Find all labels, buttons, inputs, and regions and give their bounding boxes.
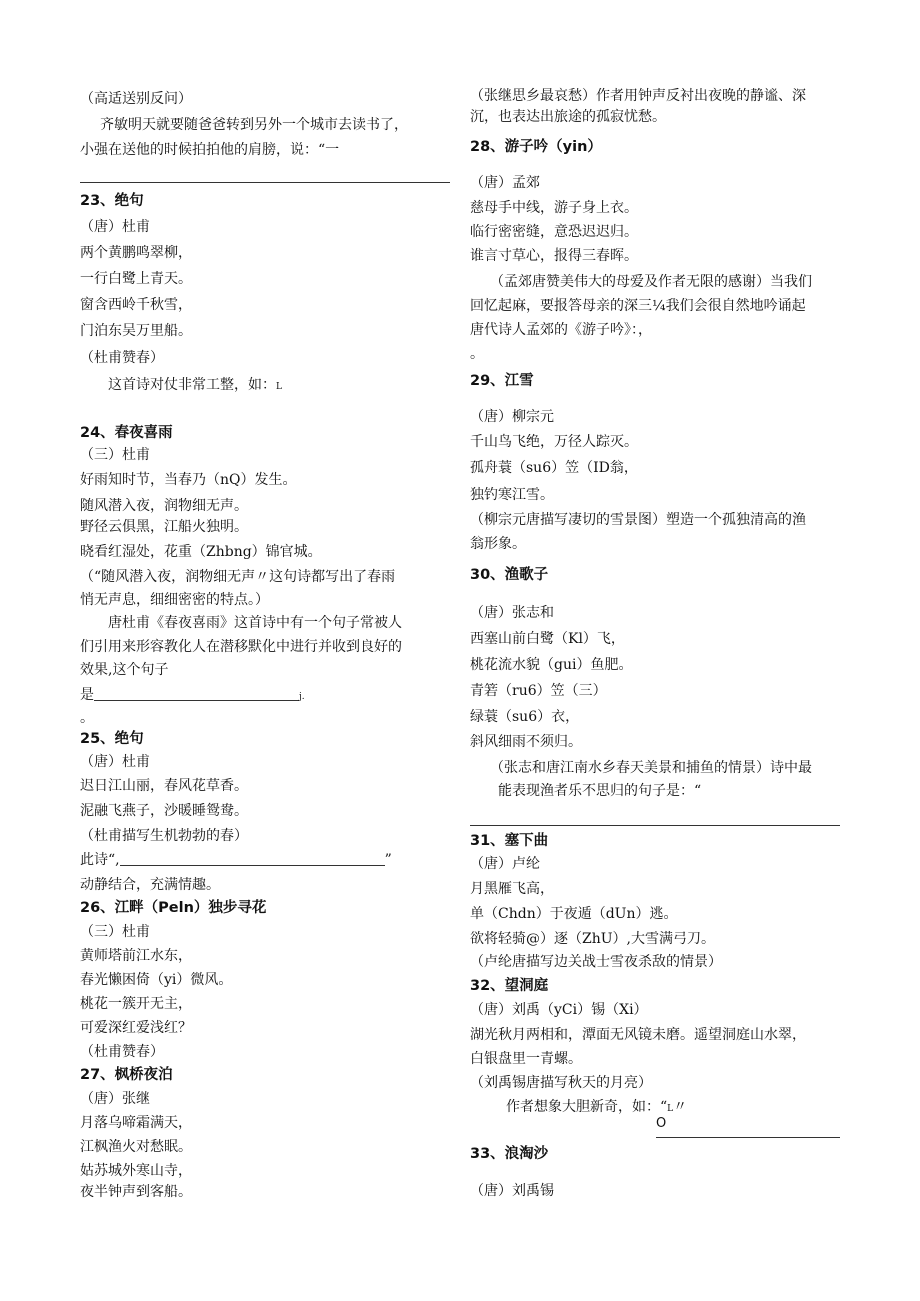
poem-note: （孟郊唐赞美伟大的母爱及作者无限的感谢）当我们 [490, 274, 812, 290]
question-text: 唐杜甫《春夜喜雨》这首诗中有一个句子常被人 [108, 615, 402, 631]
mark: L [276, 382, 282, 392]
poem-author: （唐）张志和 [470, 605, 554, 621]
poem-note: 唐代诗人孟郊的《游子吟》：， [470, 322, 652, 338]
answer-line: 是 j. [80, 687, 305, 703]
poem-line: 白银盘里一青螺。 [470, 1051, 582, 1067]
divider [470, 825, 840, 826]
poem-line: 斜风细雨不须归。 [470, 734, 582, 750]
poem-line: 夜半钟声到客船。 [80, 1184, 192, 1200]
poem-line: 两个黄鹏鸣翠柳， [80, 245, 192, 261]
poem-line: 可爱深红爱浅红？ [80, 1020, 192, 1036]
answer-blank[interactable] [94, 686, 299, 701]
question-text: 这首诗对仗非常工整，如：L [108, 377, 282, 393]
poem-author: （唐）刘禹锡 [470, 1183, 554, 1199]
intro-text: 小强在送他的时候拍拍他的肩膀，说：“一 [80, 142, 340, 158]
poem-note: （杜甫描写生机勃勃的春） [80, 828, 248, 844]
divider [80, 182, 450, 183]
poem-line: 千山鸟飞绝，万径人踪灭。 [470, 434, 638, 450]
poem-author: （唐）杜甫 [80, 754, 150, 770]
poem-line: 绿蓑（su6）衣， [470, 709, 580, 725]
poem-note: 翁形象。 [470, 536, 526, 552]
poem-line: 野径云俱黑，江船火独明。 [80, 519, 248, 535]
section-heading: 26、江畔（Peln）独步寻花 [80, 900, 267, 916]
poem-note: 回忆起麻，要报答母亲的深三¼我们会很自然地吟诵起 [470, 298, 806, 314]
poem-author: （唐）柳宗元 [470, 409, 554, 425]
poem-line: 欲将轻骑@）逐（ZhU）,大雪满弓刀。 [470, 931, 715, 947]
poem-note: 沉，也表达出旅途的孤寂忧愁。 [470, 109, 666, 125]
poem-note: （杜甫赞春） [80, 350, 164, 366]
poem-note: （杜甫赞春） [80, 1044, 164, 1060]
poem-author: （唐）卢纶 [470, 856, 540, 872]
poem-note: 悄无声息，细细密密的特点。） [80, 592, 269, 608]
poem-line: 一行白鹭上青天。 [80, 271, 192, 287]
section-heading: 23、绝句 [80, 193, 144, 209]
poem-note: （柳宗元唐描写凄切的雪景图）塑造一个孤独清高的渔 [470, 512, 806, 528]
poem-author: （三）杜甫 [80, 447, 150, 463]
poem-line: 江枫渔火对愁眠。 [80, 1139, 192, 1155]
poem-line: 随风潜入夜，润物细无声。 [80, 498, 248, 514]
question-text: 作者想象大胆新奇，如：“L〃 [506, 1099, 688, 1115]
section-heading: 33、浪淘沙 [470, 1146, 549, 1162]
question-text: 能表现渔者乐不思归的句子是：“ [498, 783, 702, 799]
poem-note: （卢纶唐描写边关战士雪夜杀敌的情景） [470, 954, 722, 970]
answer-mark: O [656, 1116, 667, 1131]
question-text: 们引用来形容教化人在潜移默化中进行并收到良好的 [80, 639, 402, 655]
poem-note: 。 [470, 346, 484, 362]
answer-line: 此诗“, ” [80, 852, 392, 868]
poem-line: 独钓寒江雪。 [470, 487, 554, 503]
section-heading: 28、游子吟（yin） [470, 139, 602, 155]
answer-blank[interactable] [120, 851, 385, 866]
poem-line: 窗含西岭千秋雪， [80, 297, 192, 313]
poem-line: 临行密密缝，意恐迟迟归。 [470, 224, 638, 240]
poem-line: 西塞山前白鹭（Kl）飞， [470, 631, 625, 647]
poem-author: （唐）张继 [80, 1091, 150, 1107]
intro-note: （高适送别反问） [80, 91, 192, 107]
poem-line: 春光懒困倚（yi）微风。 [80, 972, 233, 988]
poem-author: （唐）刘禹（yCi）锡（Xi） [470, 1002, 648, 1018]
poem-line: 桃花一簇开无主， [80, 996, 192, 1012]
section-heading: 25、绝句 [80, 731, 144, 747]
poem-line: 月落乌啼霜满天， [80, 1115, 192, 1131]
poem-author: （唐）孟郊 [470, 175, 540, 191]
poem-line: 谁言寸草心，报得三春晖。 [470, 248, 638, 264]
poem-note: （“随风潜入夜，润物细无声〃这句诗都写出了春雨 [80, 569, 396, 585]
poem-line: 孤舟蓑（su6）笠（ID翁， [470, 460, 638, 476]
question-text: 。 [80, 710, 94, 726]
poem-note: （刘禹锡唐描写秋天的月亮） [470, 1075, 652, 1091]
question-text: 动静结合，充满情趣。 [80, 877, 220, 893]
poem-note: （张志和唐江南水乡春天美景和捕鱼的情景）诗中最 [490, 760, 812, 776]
poem-line: 黄师塔前江水东， [80, 948, 192, 964]
section-heading: 24、春夜喜雨 [80, 425, 173, 441]
poem-line: 门泊东吴万里船。 [80, 323, 192, 339]
poem-line: 月黑雁飞高， [470, 881, 554, 897]
section-heading: 27、枫桥夜泊 [80, 1067, 173, 1083]
poem-line: 晓看红湿处，花重（Zhbng）锦官城。 [80, 544, 322, 560]
answer-blank[interactable] [656, 1137, 840, 1138]
poem-line: 姑苏城外寒山寺， [80, 1163, 192, 1179]
poem-line: 湖光秋月两相和，潭面无风镜未磨。遥望洞庭山水翠， [470, 1027, 806, 1043]
poem-line: 迟日江山丽，春风花草香。 [80, 778, 248, 794]
section-heading: 30、渔歌子 [470, 567, 549, 583]
section-heading: 32、望洞庭 [470, 978, 549, 994]
poem-line: 单（Chdn）于夜遁（dUn）逃。 [470, 906, 678, 922]
poem-line: 青箬（ru6）笠（三） [470, 683, 607, 699]
poem-line: 慈母手中线，游子身上衣。 [470, 200, 638, 216]
poem-line: 桃花流水貌（gui）鱼肥。 [470, 657, 633, 673]
poem-author: （三）杜甫 [80, 924, 150, 940]
intro-text: 齐敏明天就要随爸爸转到另外一个城市去读书了， [100, 117, 408, 133]
section-heading: 29、江雪 [470, 373, 534, 389]
poem-line: 泥融飞燕子，沙暖睡鸳鸯。 [80, 803, 248, 819]
poem-note: （张继思乡最哀愁）作者用钟声反衬出夜晚的静谧、深 [470, 88, 806, 104]
poem-author: （唐）杜甫 [80, 219, 150, 235]
question-text: 效果,这个句子 [80, 662, 169, 678]
poem-line: 好雨知时节，当春乃（nQ）发生。 [80, 472, 297, 488]
section-heading: 31、塞下曲 [470, 833, 549, 849]
